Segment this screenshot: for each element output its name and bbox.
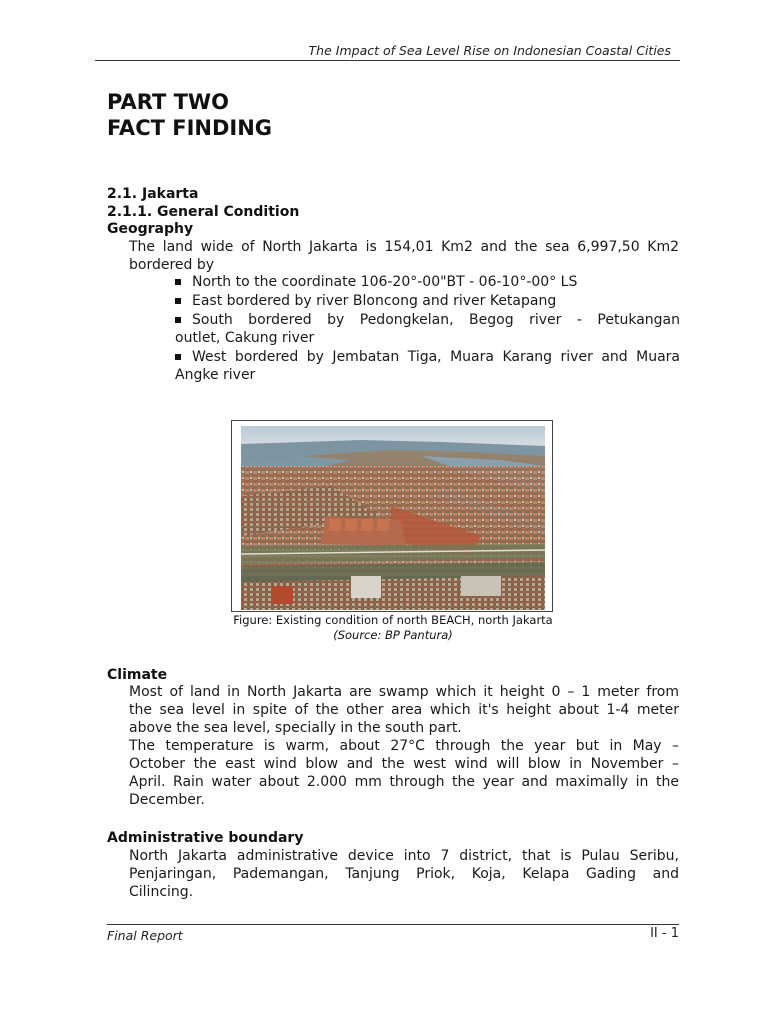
footer-report-label: Final Report [107, 928, 183, 943]
page-number: II - 1 [650, 926, 679, 941]
bullet-text: outlet, Cakung river [175, 330, 315, 346]
list-item [175, 311, 680, 347]
figure-caption [150, 613, 636, 643]
part-title-line-1: PART TWO [107, 90, 229, 114]
running-header: The Impact of Sea Level Rise on Indonesian Coastal Cities [308, 43, 671, 58]
bullet-square-icon [175, 291, 183, 299]
climate-line: The temperature is warm, about 27°C through the year but in May – [129, 738, 679, 754]
boundary-list [175, 273, 680, 385]
admin-line: North Jakarta administrative device into 7 district, that is Pulau Seribu, [129, 848, 679, 864]
climate-heading: Climate [107, 667, 168, 683]
climate-line: April. Rain water about 2.000 mm through the year and maximally in the [129, 774, 679, 790]
climate-line: December. [129, 792, 205, 808]
aerial-photo-graphic [241, 426, 545, 610]
bullet-text: West bordered by Jembatan Tiga, Muara Karang river and Muara [192, 349, 680, 365]
bullet-square-icon [175, 310, 183, 318]
header-rule [95, 60, 680, 61]
section-heading: 2.1. Jakarta [107, 186, 199, 202]
climate-paragraph [129, 683, 679, 809]
geography-intro-line: The land wide of North Jakarta is 154,01 Km2 and the sea 6,997,50 Km2 [129, 239, 679, 255]
aerial-photo [241, 426, 545, 610]
figure-caption-text: Figure: Existing condition of north BEACH, north Jakarta [233, 613, 553, 627]
bullet-square-icon [175, 347, 183, 355]
bullet-text: North to the coordinate 106-20°-00"BT - 06-10°-00° LS [192, 274, 578, 290]
bullet-text: East bordered by river Bloncong and river Ketapang [192, 293, 557, 309]
list-item [175, 292, 680, 310]
climate-line: above the sea level, specially in the south part. [129, 720, 462, 736]
subsection-heading: 2.1.1. General Condition [107, 204, 300, 220]
bullet-text: South bordered by Pedongkelan, Begog river - Petukangan [192, 312, 680, 328]
admin-line: Penjaringan, Pademangan, Tanjung Priok, Koja, Kelapa Gading and [129, 866, 679, 882]
geography-intro [129, 238, 679, 274]
list-item [175, 273, 680, 291]
admin-heading: Administrative boundary [107, 830, 304, 846]
geography-heading: Geography [107, 221, 194, 237]
climate-line: Most of land in North Jakarta are swamp which it height 0 – 1 meter from [129, 684, 679, 700]
climate-line: October the east wind blow and the west wind will blow in November – [129, 756, 679, 772]
figure-source: (Source: BP Pantura) [333, 628, 453, 642]
part-title-line-2: FACT FINDING [107, 116, 273, 140]
footer-rule [107, 924, 679, 925]
admin-paragraph [129, 847, 679, 901]
part-title [107, 89, 507, 141]
climate-line: the sea level in spite of the other area which it's height about 1-4 meter [129, 702, 679, 718]
bullet-text: Angke river [175, 367, 256, 383]
figure-frame [231, 420, 553, 612]
geography-intro-line: bordered by [129, 257, 215, 273]
bullet-square-icon [175, 272, 183, 280]
admin-line: Cilincing. [129, 884, 194, 900]
list-item [175, 348, 680, 384]
